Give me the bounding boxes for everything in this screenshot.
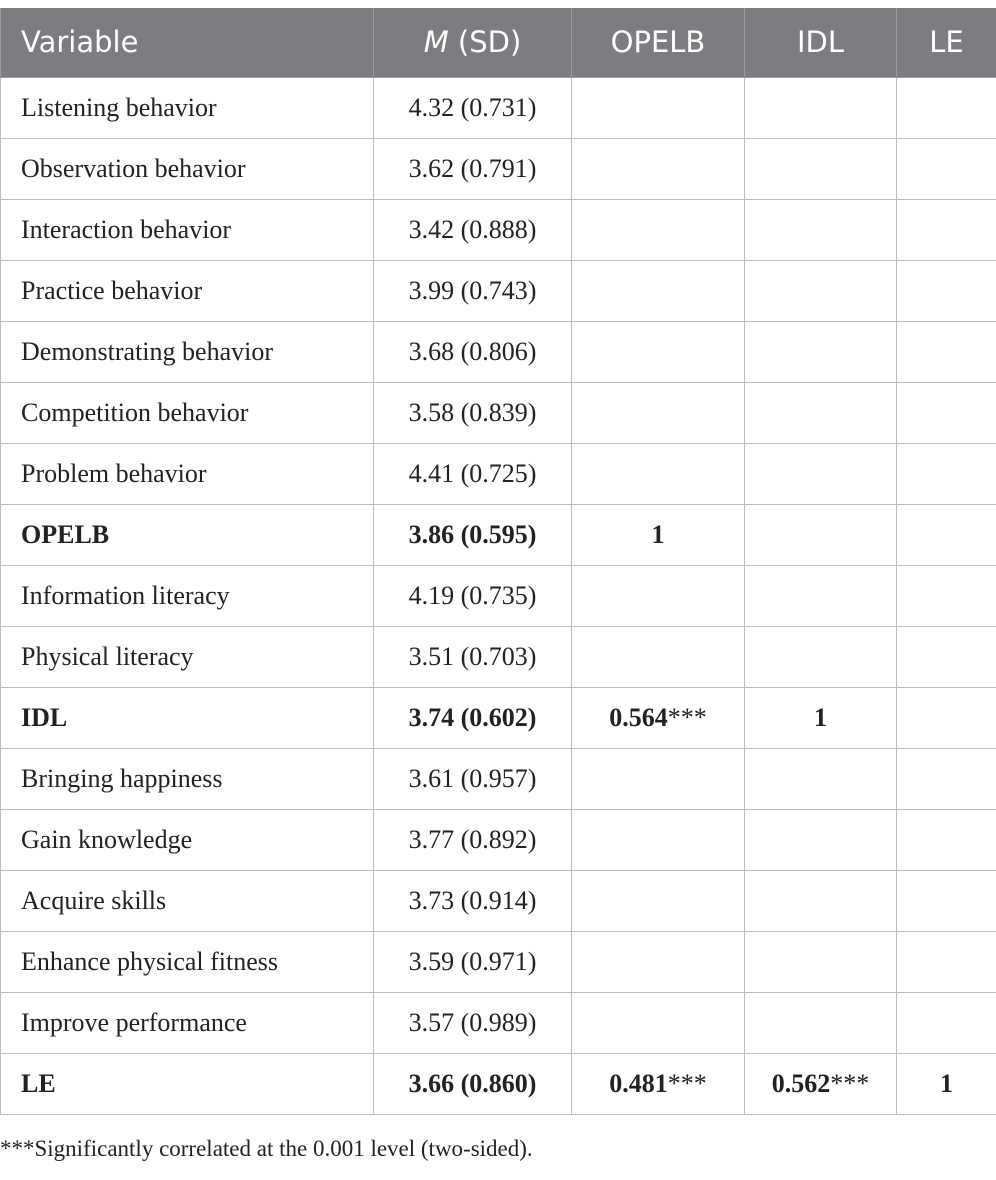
cell-variable: Observation behavior <box>1 138 374 199</box>
cell-idl <box>745 992 897 1053</box>
cell-opelb-value: 0.481 <box>609 1068 668 1098</box>
cell-le <box>897 931 996 992</box>
cell-le: 1 <box>897 1053 996 1114</box>
cell-mean-sd: 3.99 (0.743) <box>374 260 572 321</box>
cell-opelb <box>572 931 745 992</box>
table-row <box>1 1053 996 1114</box>
cell-mean-sd: 3.66 (0.860) <box>374 1053 572 1114</box>
cell-idl <box>745 870 897 931</box>
cell-opelb <box>572 870 745 931</box>
cell-mean-sd: 3.68 (0.806) <box>374 321 572 382</box>
cell-variable: LE <box>1 1053 374 1114</box>
table-row <box>1 748 996 809</box>
table-body <box>1 77 996 1114</box>
cell-le <box>897 443 996 504</box>
cell-variable: Information literacy <box>1 565 374 626</box>
table-row <box>1 199 996 260</box>
cell-opelb-value: 0.564 <box>609 702 668 732</box>
table-row <box>1 809 996 870</box>
table-row <box>1 626 996 687</box>
cell-mean-sd: 3.86 (0.595) <box>374 504 572 565</box>
header-row <box>1 8 996 77</box>
cell-mean-sd: 3.62 (0.791) <box>374 138 572 199</box>
cell-mean-sd: 4.19 (0.735) <box>374 565 572 626</box>
cell-le <box>897 565 996 626</box>
table-row <box>1 138 996 199</box>
cell-mean-sd: 3.74 (0.602) <box>374 687 572 748</box>
cell-le <box>897 748 996 809</box>
cell-variable: Improve performance <box>1 992 374 1053</box>
cell-le <box>897 77 996 138</box>
table-row <box>1 260 996 321</box>
cell-variable: Practice behavior <box>1 260 374 321</box>
cell-opelb <box>572 626 745 687</box>
cell-idl <box>745 565 897 626</box>
cell-opelb <box>572 260 745 321</box>
header-variable: Variable <box>1 8 374 77</box>
table-row <box>1 321 996 382</box>
cell-opelb <box>572 138 745 199</box>
cell-variable: Bringing happiness <box>1 748 374 809</box>
cell-mean-sd: 4.41 (0.725) <box>374 443 572 504</box>
table-row <box>1 992 996 1053</box>
cell-mean-sd: 3.51 (0.703) <box>374 626 572 687</box>
significance-marker: *** <box>830 1068 870 1098</box>
cell-idl <box>745 687 897 748</box>
cell-le <box>897 504 996 565</box>
cell-idl <box>745 77 897 138</box>
cell-opelb <box>572 1053 745 1114</box>
cell-opelb <box>572 504 745 565</box>
cell-variable: Enhance physical fitness <box>1 931 374 992</box>
cell-idl <box>745 138 897 199</box>
cell-variable: OPELB <box>1 504 374 565</box>
cell-idl <box>745 321 897 382</box>
table-row <box>1 77 996 138</box>
header-idl: IDL <box>745 8 897 77</box>
significance-marker: *** <box>667 702 707 732</box>
cell-le <box>897 809 996 870</box>
cell-mean-sd: 3.77 (0.892) <box>374 809 572 870</box>
cell-idl <box>745 748 897 809</box>
cell-variable: Acquire skills <box>1 870 374 931</box>
header-mean-symbol: M <box>423 25 449 60</box>
cell-mean-sd: 3.73 (0.914) <box>374 870 572 931</box>
cell-variable: Problem behavior <box>1 443 374 504</box>
cell-opelb <box>572 565 745 626</box>
cell-variable: Interaction behavior <box>1 199 374 260</box>
cell-le <box>897 321 996 382</box>
cell-variable: Physical literacy <box>1 626 374 687</box>
cell-idl <box>745 809 897 870</box>
cell-idl <box>745 443 897 504</box>
cell-mean-sd: 3.42 (0.888) <box>374 199 572 260</box>
cell-opelb <box>572 687 745 748</box>
cell-idl <box>745 626 897 687</box>
cell-variable: Competition behavior <box>1 382 374 443</box>
table-row <box>1 931 996 992</box>
cell-idl <box>745 199 897 260</box>
cell-idl-value: 0.562 <box>771 1068 831 1098</box>
cell-opelb <box>572 748 745 809</box>
cell-idl <box>745 931 897 992</box>
cell-mean-sd: 3.61 (0.957) <box>374 748 572 809</box>
cell-le <box>897 870 996 931</box>
cell-variable: Gain knowledge <box>1 809 374 870</box>
cell-idl <box>745 1053 897 1114</box>
cell-opelb <box>572 443 745 504</box>
header-mean-sd <box>374 8 572 77</box>
cell-le <box>897 138 996 199</box>
cell-opelb <box>572 199 745 260</box>
cell-le <box>897 992 996 1053</box>
cell-mean-sd: 3.58 (0.839) <box>374 382 572 443</box>
cell-mean-sd: 3.59 (0.971) <box>374 931 572 992</box>
correlation-table <box>0 8 996 1115</box>
significance-marker: *** <box>667 1068 707 1098</box>
header-le: LE <box>897 8 996 77</box>
cell-mean-sd: 4.32 (0.731) <box>374 77 572 138</box>
cell-le <box>897 382 996 443</box>
table-footnote: ***Significantly correlated at the 0.001 level (two-sided). <box>0 1136 533 1161</box>
table-row <box>1 443 996 504</box>
cell-le <box>897 199 996 260</box>
table-row <box>1 870 996 931</box>
cell-opelb <box>572 321 745 382</box>
cell-le <box>897 260 996 321</box>
cell-idl <box>745 504 897 565</box>
cell-le <box>897 626 996 687</box>
cell-idl-value: 1 <box>814 702 827 732</box>
cell-variable: Listening behavior <box>1 77 374 138</box>
cell-opelb <box>572 77 745 138</box>
cell-variable: Demonstrating behavior <box>1 321 374 382</box>
cell-variable: IDL <box>1 687 374 748</box>
cell-opelb-value: 1 <box>651 519 665 549</box>
cell-opelb <box>572 809 745 870</box>
cell-opelb <box>572 992 745 1053</box>
header-sd-label: (SD) <box>448 25 522 60</box>
header-opelb: OPELB <box>572 8 745 77</box>
table-row <box>1 687 996 748</box>
table-row <box>1 382 996 443</box>
table-row <box>1 565 996 626</box>
cell-idl <box>745 260 897 321</box>
cell-le <box>897 687 996 748</box>
cell-mean-sd: 3.57 (0.989) <box>374 992 572 1053</box>
table-row <box>1 504 996 565</box>
cell-opelb <box>572 382 745 443</box>
cell-idl <box>745 382 897 443</box>
